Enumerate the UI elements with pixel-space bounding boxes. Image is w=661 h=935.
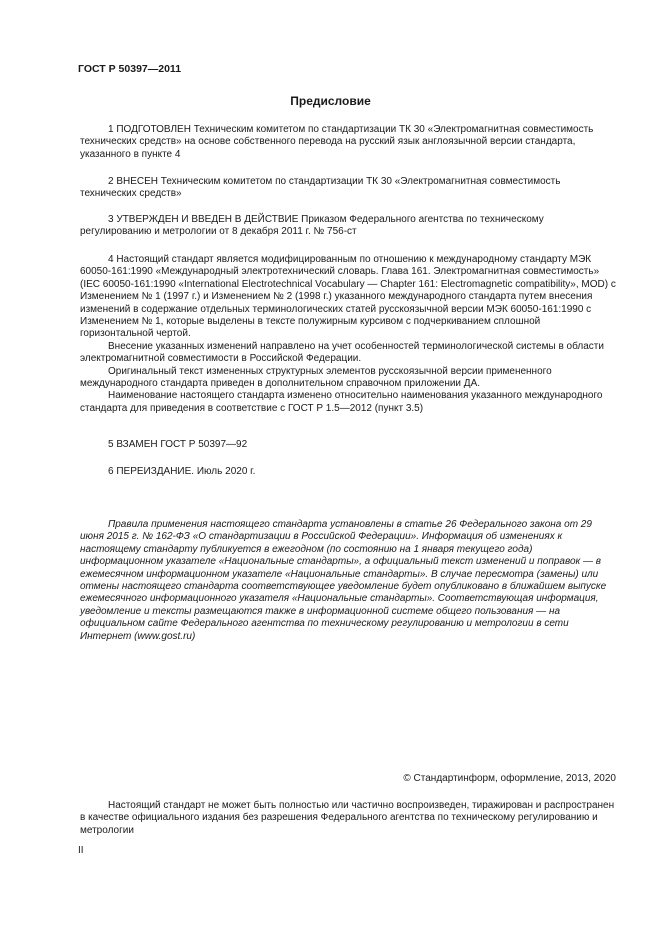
page-number: II: [78, 845, 84, 856]
paragraph-4: [80, 254, 616, 415]
reproduction-note: Настоящий стандарт не может быть полностью или частично воспроизведен, тиражирован и распространен в качестве официального издания без разрешения Федерального агентства по техническому регулированию и метрологии: [80, 800, 615, 836]
page-title: Предисловие: [290, 94, 371, 108]
paragraph-4-changes: Внесение указанных изменений направлено на учет особенностей терминологической системы в области электромагнитной совместимости в Российской Федерации.: [80, 340, 604, 365]
rules-note: Правила применения настоящего стандарта установлены в статье 26 Федерального закона от 29 июня 2015 г. № 162-ФЗ «О стандартизации в Российской Федерации». Информация об изменениях к настоящему стандарту публикуется в ежегодном (по состоянию на 1 января текущего года) информационном указателе «Национальные стандарты», а официальный текст изменений и поправок — в ежемесячном информационном указателе «Национальные стандарты». В случае пересмотра (замены) или отмены настоящего стандарта соответствующее уведомление будет опубликовано в ближайшем выпуске ежемесячного информационного указателя «Национальные стандарты». Соответствующая информация, уведомление и тексты размещаются также в информационной системе общего пользования — на официальном сайте Федерального агентства по техническому регулированию и метрологии в сети Интернет (www.gost.ru): [80, 519, 607, 642]
paragraph-2: 2 ВНЕСЕН Техническим комитетом по стандартизации ТК 30 «Электромагнитная совместимость технических средств»: [80, 176, 561, 200]
paragraph-4-main: 4 Настоящий стандарт является модифицированным по отношению к международному стандарту МЭК 60050-161:1990 «Международный электротехнический словарь. Глава 161. Электромагнитная совместимость» (IEC 60050-161:1990 «International Electrotechnical Vocabulary — Chapter 161: Electromagnetic compatibility», MOD) с Изменением № 1 (1997 г.) и Изменением № 2 (1998 г.) указанного международного стандарта путем внесения изменений в содержание отдельных терминологических статей русскоязычной версии МЭК 60050-161:1990 с Изменением № 1, которые выделены в тексте полужирным курсивом с подчеркиванием сплошной горизонтальной чертой.: [80, 254, 616, 340]
paragraph-4-naming: Наименование настоящего стандарта изменено относительно наименования указанного международного стандарта для приведения в соответствие с ГОСТ Р 1.5—2012 (пункт 3.5): [80, 390, 603, 414]
paragraph-3: 3 УТВЕРЖДЕН И ВВЕДЕН В ДЕЙСТВИЕ Приказом Федерального агентства по техническому регулированию и метрологии от 8 декабря 2011 г. № 756-ст: [80, 214, 544, 238]
paragraph-5: 5 ВЗАМЕН ГОСТ Р 50397—92: [108, 439, 248, 450]
standard-code: ГОСТ Р 50397—2011: [78, 63, 182, 75]
paragraph-1: 1 ПОДГОТОВЛЕН Техническим комитетом по стандартизации ТК 30 «Электромагнитная совместимость технических средств» на основе собственного перевода на русский язык англоязычной версии стандарта, указанного в пункте 4: [80, 124, 594, 160]
paragraph-4-original: Оригинальный текст измененных структурных элементов русскоязычной версии примененного международного стандарта приведен в дополнительном справочном приложении ДА.: [80, 365, 552, 390]
paragraph-6: 6 ПЕРЕИЗДАНИЕ. Июль 2020 г.: [108, 466, 256, 477]
copyright: © Стандартинформ, оформление, 2013, 2020: [403, 773, 616, 784]
